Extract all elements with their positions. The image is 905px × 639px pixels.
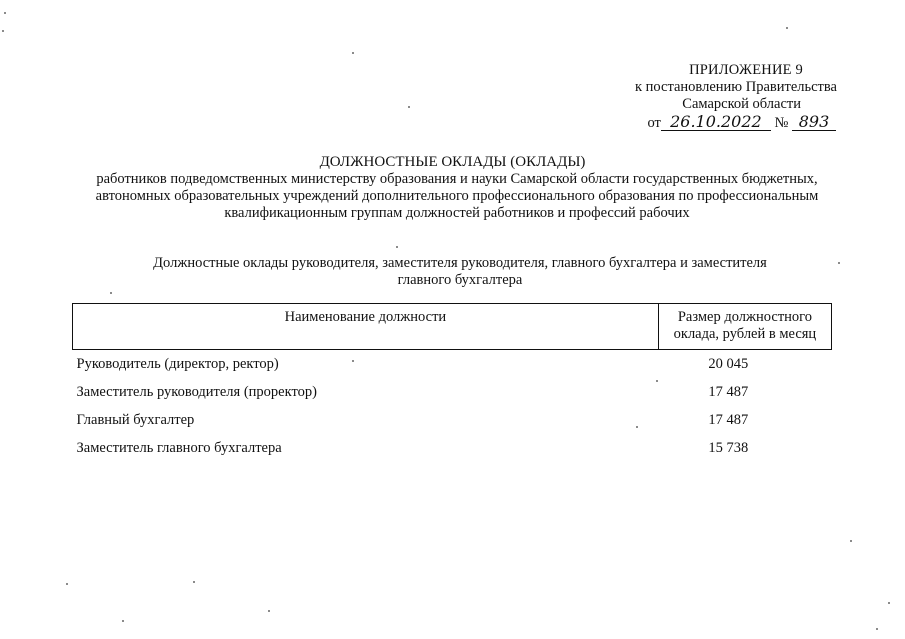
scan-speck bbox=[786, 27, 788, 29]
document-title: ДОЛЖНОСТНЫЕ ОКЛАДЫ (ОКЛАДЫ) bbox=[319, 154, 586, 170]
appendix-title: ПРИЛОЖЕНИЕ 9 bbox=[689, 62, 803, 78]
row-salary: 20 045 bbox=[708, 356, 749, 372]
row-salary: 15 738 bbox=[708, 440, 749, 456]
number-prefix: № bbox=[774, 115, 789, 131]
scan-speck bbox=[352, 360, 354, 362]
document-subtitle: работников подведомственных министерству образования и науки Самарской области государственных бюджетных, автономных образовательных учреждений дополнительного профессионального образования по профессиональным квалификационным группам должностей работников и профессий рабочих bbox=[95, 171, 819, 221]
appendix-date-line bbox=[635, 114, 837, 132]
scan-speck bbox=[876, 628, 878, 630]
row-position: Руководитель (директор, ректор) bbox=[76, 356, 279, 372]
table-row bbox=[73, 378, 832, 406]
row-salary: 17 487 bbox=[708, 384, 749, 400]
scan-speck bbox=[268, 610, 270, 612]
section-title: Должностные оклады руководителя, заместителя руководителя, главного бухгалтера и заместителя главного бухгалтера bbox=[153, 255, 767, 288]
scan-speck bbox=[838, 262, 840, 264]
header-position-name: Наименование должности bbox=[73, 304, 659, 350]
scan-speck bbox=[850, 540, 852, 542]
handwritten-date: 26.10.2022 bbox=[661, 114, 771, 131]
scan-speck bbox=[352, 52, 354, 54]
appendix-block bbox=[635, 62, 837, 132]
row-position: Заместитель главного бухгалтера bbox=[76, 440, 282, 456]
table-row bbox=[73, 350, 832, 379]
scan-speck bbox=[888, 602, 890, 604]
scan-speck bbox=[193, 581, 195, 583]
handwritten-number: 893 bbox=[792, 114, 836, 131]
scan-speck bbox=[656, 380, 658, 382]
table-header-row bbox=[73, 304, 832, 350]
row-salary: 17 487 bbox=[708, 412, 749, 428]
row-position: Главный бухгалтер bbox=[76, 412, 195, 428]
scan-speck bbox=[396, 246, 398, 248]
salary-table bbox=[72, 303, 832, 462]
appendix-resolution-line: к постановлению Правительства bbox=[635, 79, 837, 95]
scan-speck bbox=[4, 12, 6, 14]
table-row bbox=[73, 434, 832, 462]
appendix-region-line: Самарской области bbox=[682, 96, 801, 112]
scan-speck bbox=[110, 292, 112, 294]
scan-speck bbox=[408, 106, 410, 108]
scan-speck bbox=[2, 30, 4, 32]
scan-speck bbox=[66, 583, 68, 585]
date-prefix: от bbox=[647, 115, 661, 131]
table-row bbox=[73, 406, 832, 434]
row-position: Заместитель руководителя (проректор) bbox=[76, 384, 317, 400]
scan-speck bbox=[122, 620, 124, 622]
scan-speck bbox=[636, 426, 638, 428]
header-salary-amount: Размер должностного оклада, рублей в месяц bbox=[658, 304, 831, 350]
